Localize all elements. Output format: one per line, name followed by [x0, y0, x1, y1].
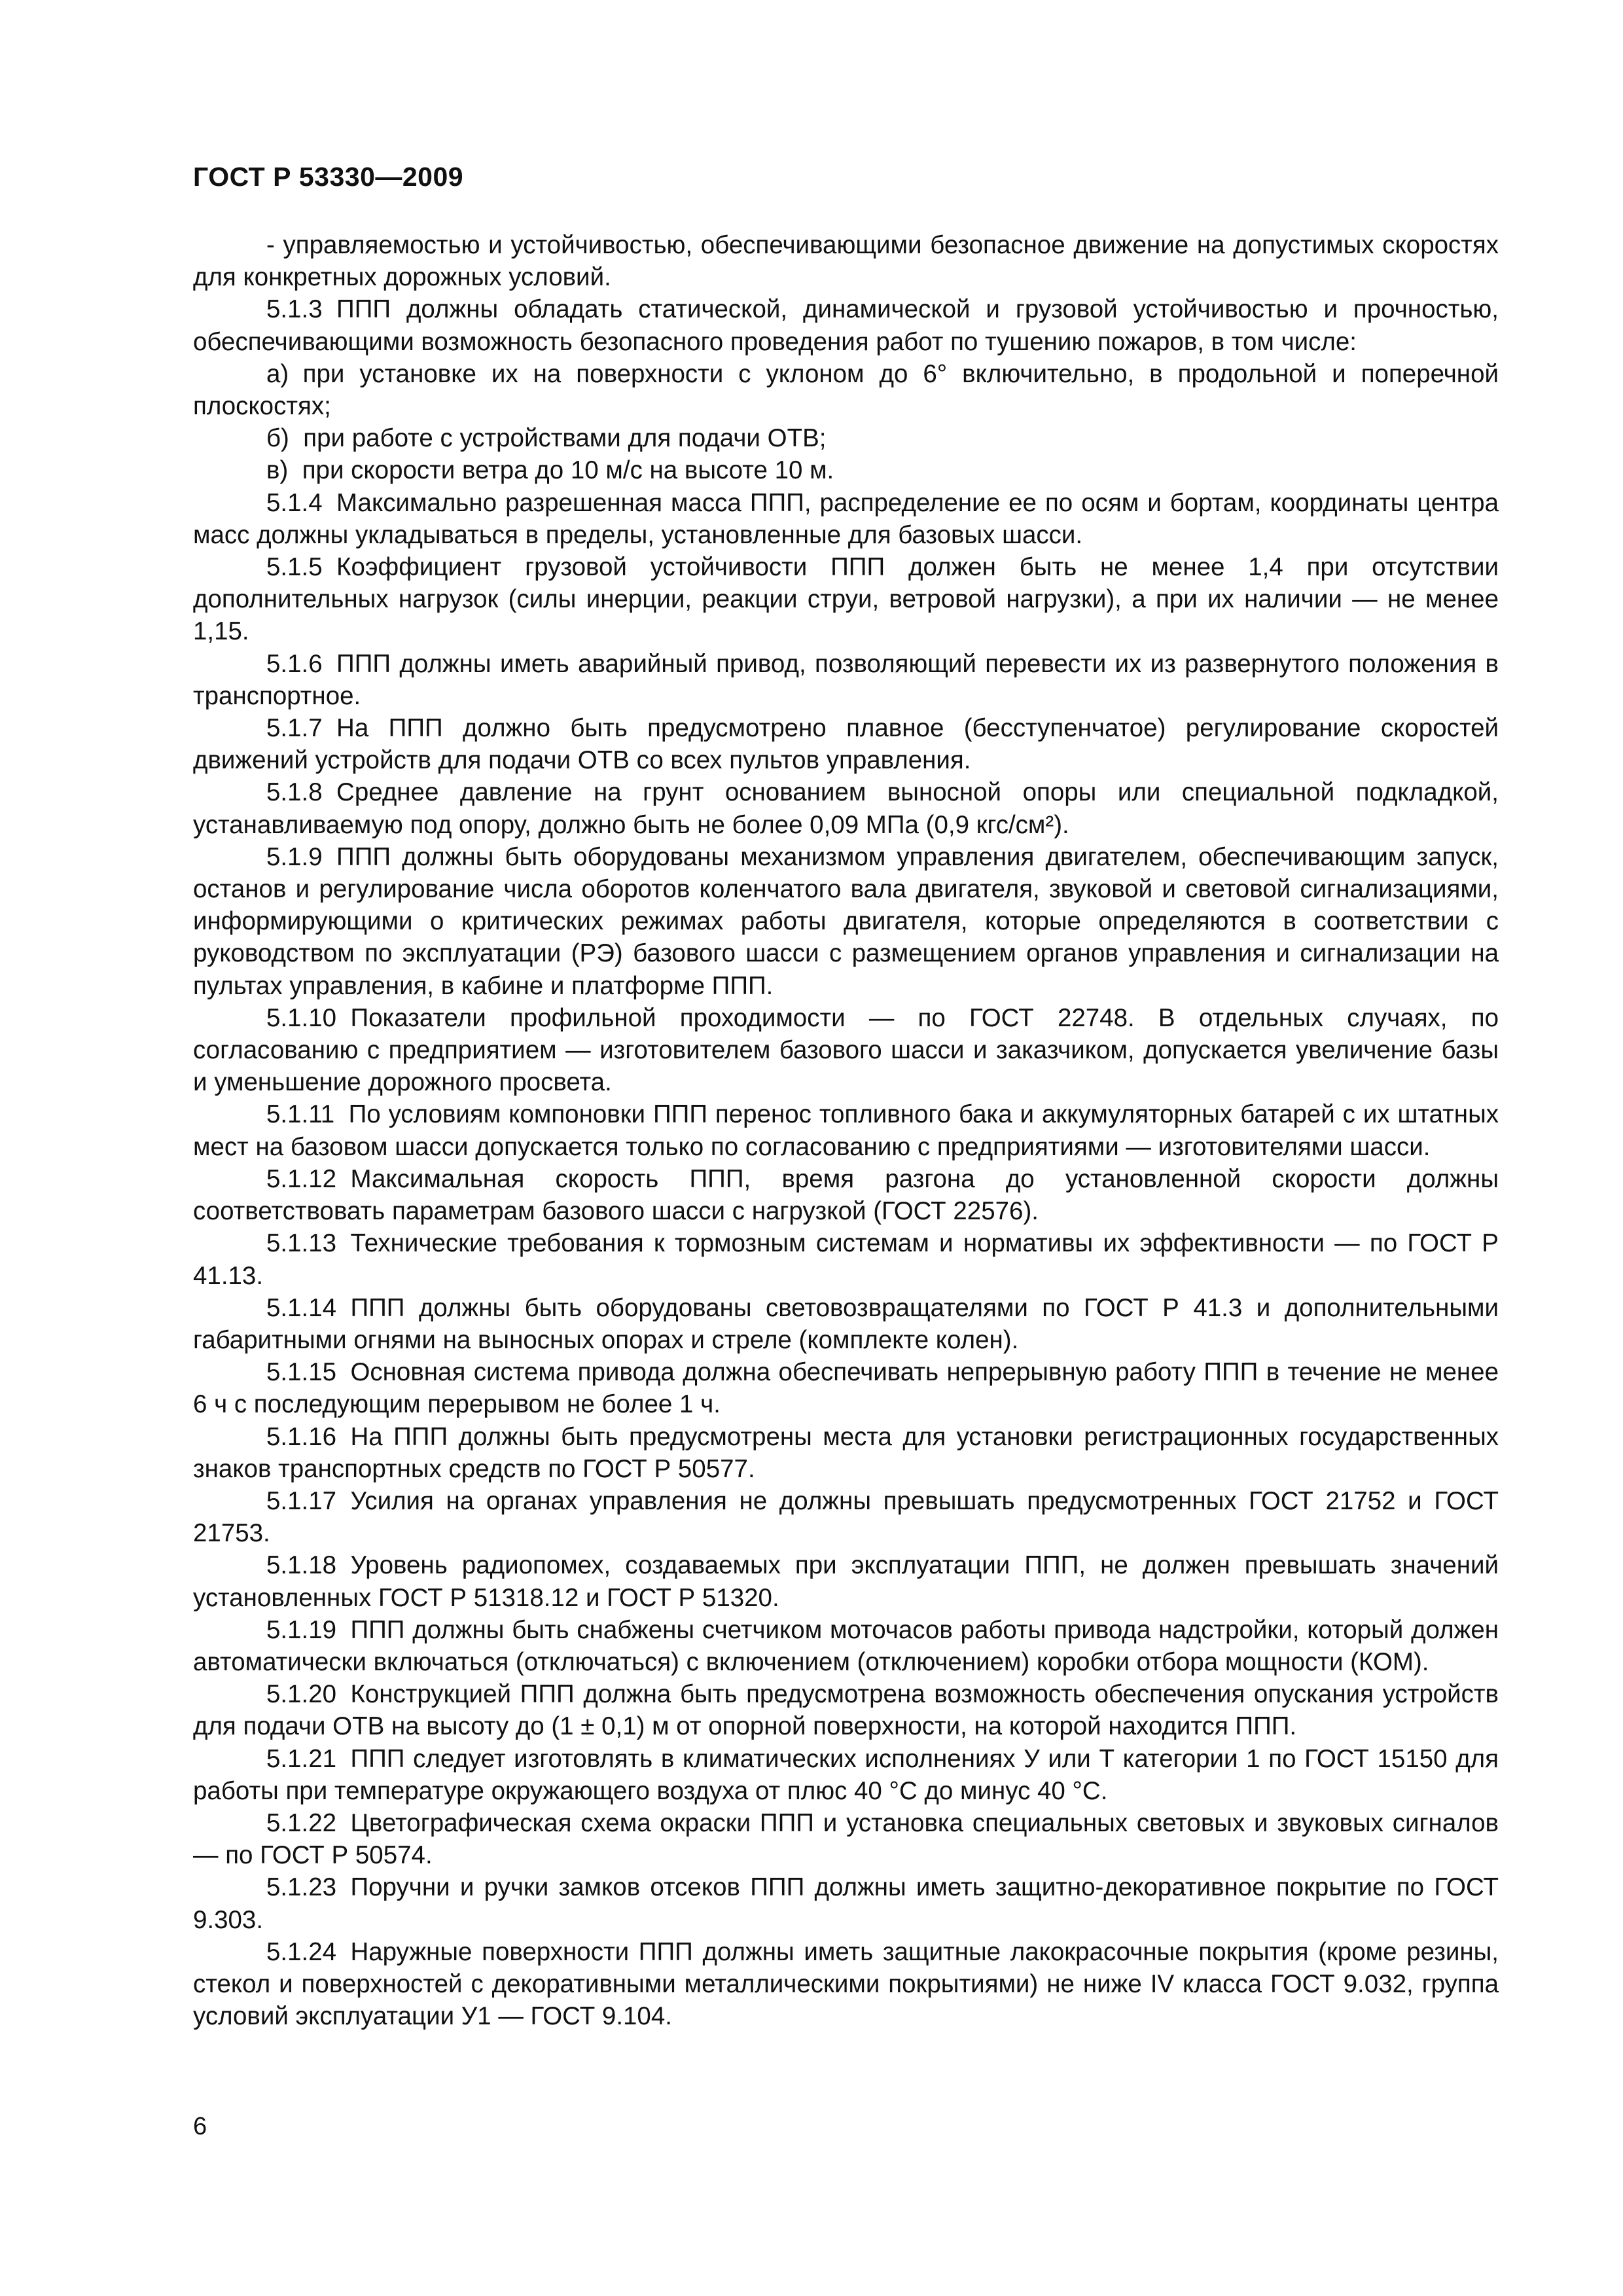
clause-number: 5.1.19 [266, 1615, 337, 1644]
clause-text: Среднее давление на грунт основанием выносной опоры или специальной подкладкой, устанавливаемую под опору, должно быть не более 0,09 МПа (0,9 кгс/см²). [193, 778, 1499, 839]
clause-text: Максимальная скорость ППП, время разгона до установленной скорости должны соответствовать параметрам базового шасси с нагрузкой (ГОСТ 22576). [193, 1164, 1499, 1226]
clause-number: 5.1.5 [266, 553, 323, 582]
clause-number: 5.1.3 [266, 295, 323, 324]
clause-text: Технические требования к тормозным системам и нормативы их эффективности — по ГОСТ Р 41.13. [193, 1229, 1499, 1290]
clause-paragraph [193, 1614, 1499, 1678]
clause-text: при скорости ветра до 10 м/с на высоте 10 м. [302, 456, 834, 485]
clause-paragraph [193, 487, 1499, 551]
clause-text: Уровень радиопомех, создаваемых при эксплуатации ППП, не должен превышать значений установленных ГОСТ Р 51318.12 и ГОСТ Р 51320. [193, 1551, 1499, 1612]
clause-number: 5.1.21 [266, 1744, 337, 1773]
clause-number: 5.1.17 [266, 1486, 337, 1515]
clause-text: при установке их на поверхности с уклоном до 6° включительно, в продольной и поперечной плоскостях; [193, 359, 1499, 421]
clause-number: 5.1.11 [266, 1100, 335, 1129]
clause-paragraph [193, 1936, 1499, 2033]
clause-number: 5.1.4 [266, 488, 323, 517]
clause-paragraph [193, 551, 1499, 648]
clause-paragraph [193, 422, 1499, 454]
clause-text: Усилия на органах управления не должны превышать предусмотренных ГОСТ 21752 и ГОСТ 21753. [193, 1486, 1499, 1548]
clause-number: 5.1.15 [266, 1358, 337, 1387]
clause-paragraph [193, 293, 1499, 357]
clause-text: ППП должны быть снабжены счетчиком моточасов работы привода надстройки, который должен автоматически включаться (отключаться) с включением (отключением) коробки отбора мощности (КОМ). [193, 1615, 1499, 1676]
document-body [193, 229, 1499, 2032]
clause-text: ППП должны обладать статической, динамической и грузовой устойчивостью и прочностью, обеспечивающими возможность безопасного проведения работ по тушению пожаров, в том числе: [193, 295, 1499, 356]
clause-paragraph [193, 841, 1499, 1002]
clause-number: 5.1.24 [266, 1937, 337, 1966]
clause-number: 5.1.12 [266, 1164, 337, 1193]
clause-text: Основная система привода должна обеспечивать непрерывную работу ППП в течение не менее 6 ч с последующим перерывом не более 1 ч. [193, 1358, 1499, 1419]
clause-text: Коэффициент грузовой устойчивости ППП должен быть не менее 1,4 при отсутствии дополнительных нагрузок (силы инерции, реакции струи, ветровой нагрузки), а при их наличии — не менее 1,15. [193, 553, 1499, 646]
clause-paragraph [193, 1421, 1499, 1485]
clause-paragraph [193, 229, 1499, 293]
clause-text: Наружные поверхности ППП должны иметь защитные лакокрасочные покрытия (кроме резины, стекол и поверхностей с декоративными металлическими покрытиями) не ниже IV класса ГОСТ 9.032, группа условий эксплуатации У1 — ГОСТ 9.104. [193, 1937, 1499, 2031]
clause-paragraph [193, 1871, 1499, 1935]
clause-paragraph [193, 1098, 1499, 1162]
clause-paragraph [193, 1163, 1499, 1227]
clause-text: ППП должны быть оборудованы световозвращателями по ГОСТ Р 41.3 и дополнительными габаритными огнями на выносных опорах и стреле (комплекте колен). [193, 1293, 1499, 1354]
clause-paragraph [193, 358, 1499, 422]
clause-paragraph [193, 1356, 1499, 1420]
clause-paragraph [193, 1678, 1499, 1742]
clause-number: 5.1.8 [266, 778, 323, 807]
clause-number: 5.1.16 [266, 1422, 337, 1451]
document-header: ГОСТ Р 53330—2009 [193, 162, 464, 192]
clause-text: По условиям компоновки ППП перенос топливного бака и аккумуляторных батарей с их штатных мест на базовом шасси допускается только по согласованию с предприятиями — изготовителями шасси. [193, 1100, 1499, 1161]
clause-number: 5.1.9 [266, 842, 323, 871]
clause-number: 5.1.20 [266, 1680, 337, 1709]
clause-paragraph [193, 1807, 1499, 1871]
clause-paragraph [193, 1292, 1499, 1356]
clause-paragraph [193, 1743, 1499, 1807]
clause-paragraph [193, 776, 1499, 840]
clause-paragraph [193, 712, 1499, 776]
clause-number: 5.1.10 [266, 1003, 337, 1032]
clause-text: На ППП должны быть предусмотрены места для установки регистрационных государственных знаков транспортных средств по ГОСТ Р 50577. [193, 1422, 1499, 1483]
clause-paragraph [193, 1549, 1499, 1613]
clause-paragraph [193, 1227, 1499, 1291]
clause-number: 5.1.22 [266, 1808, 337, 1837]
clause-text: Конструкцией ППП должна быть предусмотрена возможность обеспечения опускания устройств для подачи ОТВ на высоту до (1 ± 0,1) м от опорной поверхности, на которой находится ППП. [193, 1680, 1499, 1741]
clause-number: 5.1.7 [266, 714, 323, 743]
clause-paragraph [193, 454, 1499, 486]
clause-number: 5.1.18 [266, 1551, 337, 1580]
clause-text: - управляемостью и устойчивостью, обеспечивающими безопасное движение на допустимых скоростях для конкретных дорожных условий. [193, 231, 1499, 292]
clause-number: 5.1.23 [266, 1873, 337, 1902]
clause-text: На ППП должно быть предусмотрено плавное (бесступенчатое) регулирование скоростей движений устройств для подачи ОТВ со всех пультов управления. [193, 714, 1499, 775]
clause-text: ППП должны быть оборудованы механизмом управления двигателем, обеспечивающим запуск, останов и регулирование числа оборотов коленчатого вала двигателя, звуковой и световой сигнализациями, информирующими о критических режимах работы двигателя, которые определяются в соответствии с руководством по эксплуатации (РЭ) базового шасси с размещением органов управления и сигнализации на пультах управления, в кабине и платформе ППП. [193, 842, 1499, 1000]
clause-text: Поручни и ручки замков отсеков ППП должны иметь защитно-декоративное покрытие по ГОСТ 9.303. [193, 1873, 1499, 1934]
clause-number: а) [266, 359, 289, 388]
clause-number: 5.1.6 [266, 649, 323, 678]
clause-number: 5.1.13 [266, 1229, 337, 1258]
clause-number: б) [266, 424, 289, 453]
clause-text: ППП следует изготовлять в климатических исполнениях У или Т категории 1 по ГОСТ 15150 для работы при температуре окружающего воздуха от плюс 40 °С до минус 40 °С. [193, 1744, 1499, 1805]
clause-number: в) [266, 456, 289, 485]
clause-text: при работе с устройствами для подачи ОТВ; [303, 424, 827, 453]
clause-text: Максимально разрешенная масса ППП, распределение ее по осям и бортам, координаты центра масс должны укладываться в пределы, установленные для базовых шасси. [193, 488, 1499, 549]
clause-paragraph [193, 648, 1499, 712]
clause-text: Цветографическая схема окраски ППП и установка специальных световых и звуковых сигналов — по ГОСТ Р 50574. [193, 1808, 1499, 1870]
page-number: 6 [193, 2113, 207, 2140]
clause-text: Показатели профильной проходимости — по ГОСТ 22748. В отдельных случаях, по согласованию с предприятием — изготовителем базового шасси и заказчиком, допускается увеличение базы и уменьшение дорожного просвета. [193, 1003, 1499, 1097]
clause-paragraph [193, 1485, 1499, 1549]
clause-number: 5.1.14 [266, 1293, 337, 1322]
clause-paragraph [193, 1002, 1499, 1099]
clause-text: ППП должны иметь аварийный привод, позволяющий перевести их из развернутого положения в транспортное. [193, 649, 1499, 710]
